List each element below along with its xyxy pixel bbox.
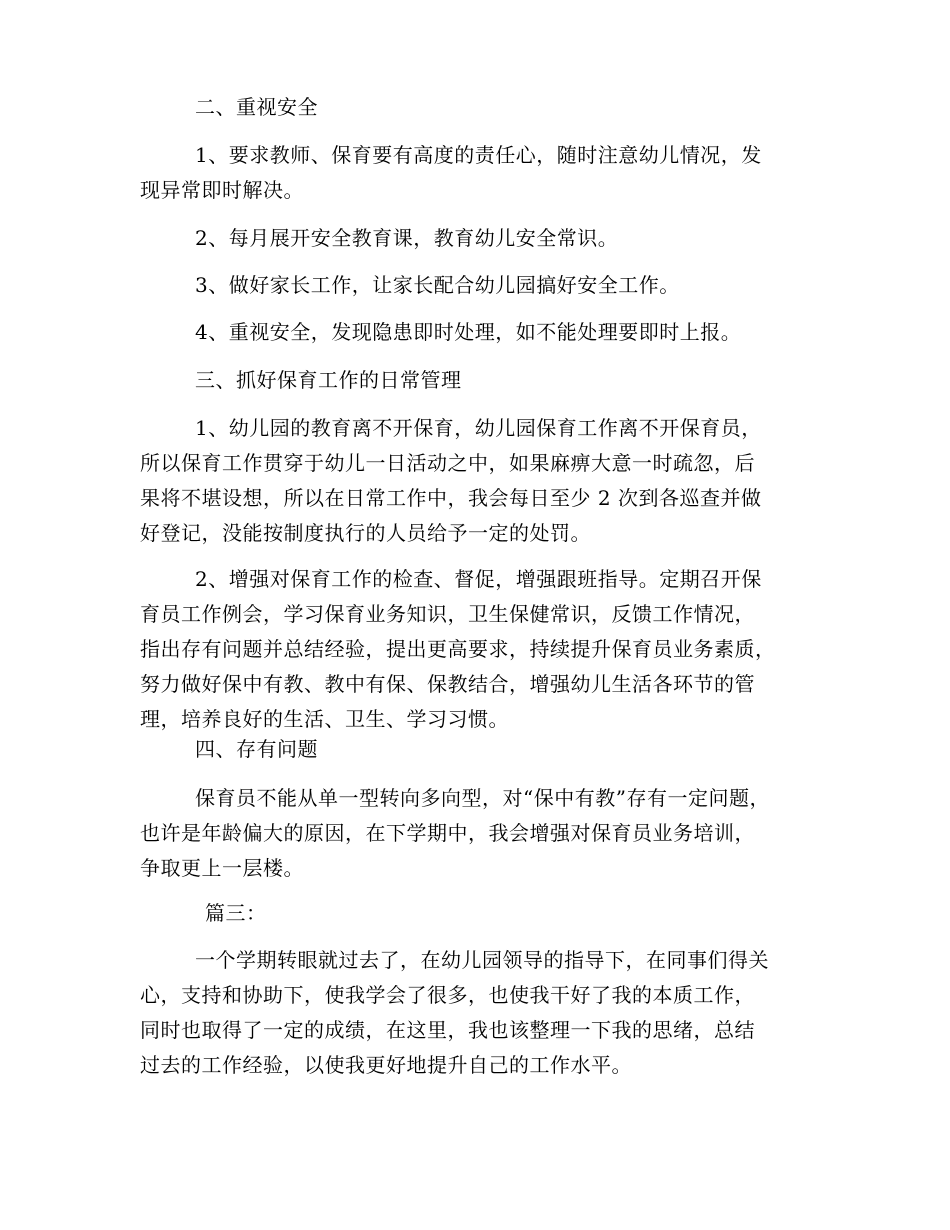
paragraph-line: 3、做好家长工作，让家长配合幼儿园搞好安全工作。 — [195, 273, 680, 297]
paragraph-part-three-intro — [140, 943, 820, 1083]
paragraph-line: 同时也取得了一定的成绩，在这里，我也该整理一下我的思绪，总结 — [140, 1018, 755, 1042]
heading-text: 四、存有问题 — [195, 737, 318, 761]
paragraph-line: 2、每月展开安全教育课，教育幼儿安全常识。 — [195, 226, 619, 250]
section-heading-existing-problems — [140, 732, 820, 767]
heading-text: 篇三： — [205, 901, 267, 925]
paragraph-management-1 — [140, 411, 820, 551]
paragraph-line: 努力做好保中有教、教中有保、保教结合，增强幼儿生活各环节的管 — [140, 672, 755, 696]
paragraph-line: 果将不堪设想，所以在日常工作中，我会每日至少 2 次到各巡查并做 — [140, 486, 762, 510]
paragraph-line: 所以保育工作贯穿于幼儿一日活动之中，如果麻痹大意一时疏忽，后 — [140, 451, 755, 475]
heading-text: 二、重视安全 — [195, 95, 318, 119]
paragraph-management-2 — [140, 562, 820, 737]
heading-text: 三、抓好保育工作的日常管理 — [195, 368, 462, 392]
paragraph-line: 过去的工作经验，以使我更好地提升自己的工作水平。 — [140, 1053, 632, 1077]
section-heading-daily-management — [140, 363, 820, 398]
paragraph-line: 好登记，没能按制度执行的人员给予一定的处罚。 — [140, 521, 591, 545]
paragraph-safety-3 — [140, 268, 820, 303]
chapter-heading-part-three — [140, 896, 820, 931]
paragraph-line: 2、增强对保育工作的检查、督促，增强跟班指导。定期召开保 — [195, 567, 762, 591]
paragraph-line: 指出存有问题并总结经验，提出更高要求，持续提升保育员业务素质， — [140, 637, 776, 661]
paragraph-line: 一个学期转眼就过去了，在幼儿园领导的指导下，在同事们得关 — [195, 948, 769, 972]
paragraph-line: 1、要求教师、保育要有高度的责任心，随时注意幼儿情况，发 — [195, 143, 762, 167]
paragraph-safety-2 — [140, 221, 820, 256]
paragraph-line: 争取更上一层楼。 — [140, 856, 304, 880]
paragraph-safety-4 — [140, 315, 820, 350]
paragraph-line: 现异常即时解决。 — [140, 178, 304, 202]
paragraph-line: 保育员不能从单一型转向多向型，对“保中有教”存有一定问题， — [195, 786, 770, 810]
paragraph-problems — [140, 781, 820, 886]
paragraph-line: 心，支持和协助下，使我学会了很多，也使我干好了我的本质工作， — [140, 983, 755, 1007]
paragraph-line: 理，培养良好的生活、卫生、学习习惯。 — [140, 707, 509, 731]
paragraph-safety-1 — [140, 138, 820, 208]
section-heading-safety — [140, 90, 820, 125]
paragraph-line: 育员工作例会，学习保育业务知识，卫生保健常识，反馈工作情况， — [140, 602, 755, 626]
paragraph-line: 也许是年龄偏大的原因，在下学期中，我会增强对保育员业务培训， — [140, 821, 755, 845]
paragraph-line: 1、幼儿园的教育离不开保育，幼儿园保育工作离不开保育员， — [195, 416, 762, 440]
paragraph-line: 4、重视安全，发现隐患即时处理，如不能处理要即时上报。 — [195, 320, 742, 344]
